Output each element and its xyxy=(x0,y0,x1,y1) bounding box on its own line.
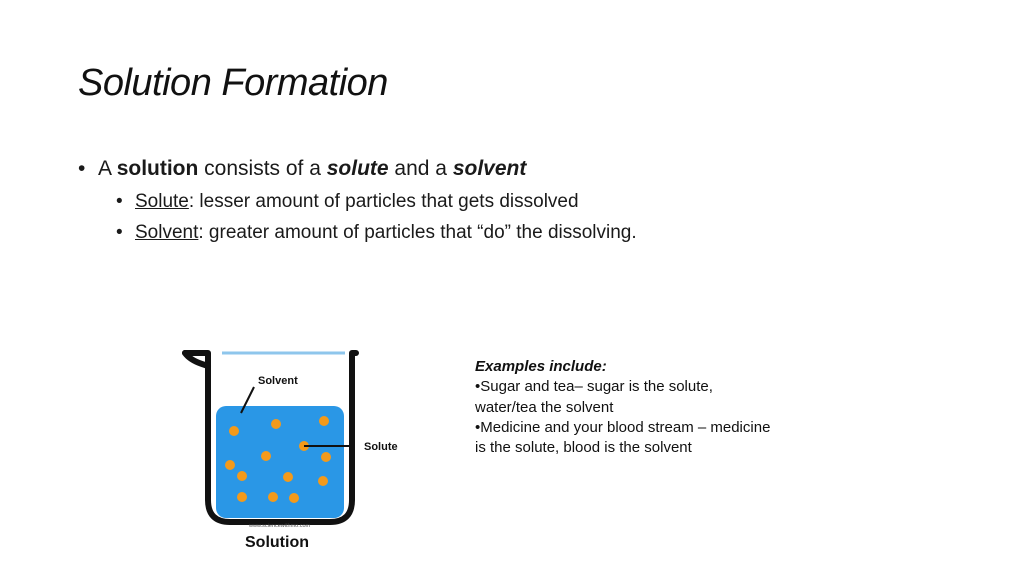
bullet-marker: • xyxy=(116,191,123,213)
figure-watermark: www.sciencewithmo.com xyxy=(249,523,311,529)
bullet-solvent-definition xyxy=(116,222,978,245)
solvent-term: Solvent xyxy=(135,221,199,243)
beaker-figure xyxy=(180,340,420,560)
example-item: •Medicine and your blood stream – medicine is the solute, blood is the solvent xyxy=(475,418,771,456)
particle xyxy=(268,492,278,502)
particle xyxy=(318,476,328,486)
solvent-definition: : greater amount of particles that “do” the dissolving. xyxy=(198,221,637,243)
solute-term: Solute xyxy=(135,191,189,213)
bullet-main-and: and a xyxy=(388,157,453,180)
bullet-marker: • xyxy=(116,221,123,243)
particle xyxy=(271,419,281,429)
bullet-solute-definition xyxy=(116,191,978,214)
solvent-label: Solvent xyxy=(258,375,298,387)
examples-title: Examples include: xyxy=(475,358,607,375)
particle xyxy=(237,492,247,502)
particle xyxy=(321,452,331,462)
term-solution: solution xyxy=(116,157,199,180)
beaker-illustration xyxy=(180,340,420,560)
bullet-main-mid: consists of a xyxy=(198,157,327,180)
particle xyxy=(229,426,239,436)
particle xyxy=(225,460,235,470)
bullet-marker: • xyxy=(78,157,86,180)
examples-box xyxy=(475,357,775,458)
bullet-list xyxy=(78,156,978,245)
solute-definition: : lesser amount of particles that gets dissolved xyxy=(188,191,579,213)
solute-label: Solute xyxy=(364,441,398,453)
slide-title: Solution Formation xyxy=(78,62,388,104)
term-solute: solute xyxy=(326,157,389,180)
particle xyxy=(261,451,271,461)
particle xyxy=(237,471,247,481)
particle xyxy=(289,493,299,503)
term-solvent: solvent xyxy=(452,157,527,180)
particle xyxy=(319,416,329,426)
bullet-main xyxy=(78,156,978,181)
example-item: •Sugar and tea– sugar is the solute, water/tea the solvent xyxy=(475,378,713,416)
particle xyxy=(283,472,293,482)
bullet-main-prefix: A xyxy=(98,157,117,180)
figure-caption: Solution xyxy=(245,534,309,551)
